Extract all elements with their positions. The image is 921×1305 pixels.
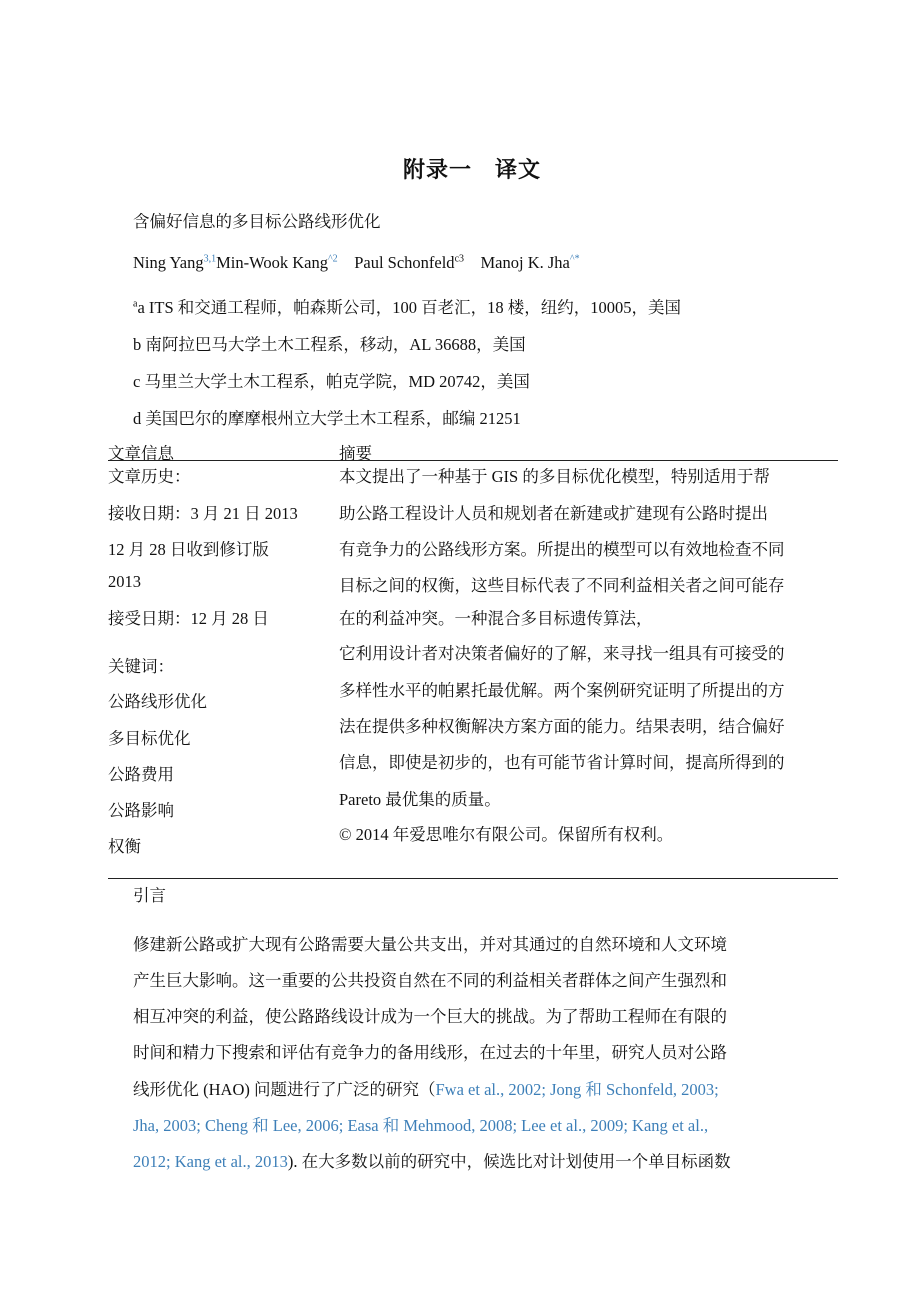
history-label: 文章历史： (108, 467, 191, 486)
keyword-item: 权衡 (108, 837, 141, 856)
received-date: 接收日期：3 月 21 日 2013 (108, 504, 298, 523)
keyword-item: 多目标优化 (108, 729, 191, 748)
intro-line: 产生巨大影响。这一重要的公共投资自然在不同的利益相关者群体之间产生强烈和 (133, 971, 727, 990)
section-divider (108, 878, 838, 879)
article-title: 含偏好信息的多目标公路线形优化 (133, 212, 381, 231)
abstract-line: 在的利益冲突。一种混合多目标遗传算法， (339, 609, 653, 628)
abstract-line: Pareto 最优集的质量。 (339, 790, 501, 809)
intro-heading: 引言 (133, 886, 166, 905)
author-name: Paul Schonfeld (354, 253, 455, 272)
abstract-line: 多样性水平的帕累托最优解。两个案例研究证明了所提出的方 (339, 681, 785, 700)
copyright-line: © 2014 年爱思唯尔有限公司。保留所有权利。 (339, 825, 674, 844)
intro-line: 相互冲突的利益，使公路路线设计成为一个巨大的挑战。为了帮助工程师在有限的 (133, 1007, 727, 1026)
affiliation-a (133, 294, 681, 318)
affiliation-c: c 马里兰大学土木工程系，帕克学院，MD 20742，美国 (133, 372, 530, 391)
keyword-item: 公路线形优化 (108, 692, 207, 711)
keyword-item: 公路费用 (108, 765, 174, 784)
author-name: Ning Yang (133, 253, 204, 272)
abstract-header: 摘要 (339, 444, 372, 463)
abstract-line: 法在提供多种权衡解决方案方面的能力。结果表明，结合偏好 (339, 717, 785, 736)
citation-link[interactable]: Fwa et al., 2002; Jong 和 Schonfeld, 2003; (435, 1080, 719, 1099)
article-info-header: 文章信息 (108, 444, 174, 463)
abstract-line: 有竞争力的公路线形方案。所提出的模型可以有效地检查不同 (339, 540, 785, 559)
header-divider (108, 460, 838, 461)
page-title: 附录一 译文 (403, 157, 542, 182)
intro-line (133, 1076, 719, 1100)
abstract-line: 信息，即使是初步的，也有可能节省计算时间，提高所得到的 (339, 753, 785, 772)
accepted-date: 接受日期：12 月 28 日 (108, 609, 269, 628)
abstract-line: 目标之间的权衡，这些目标代表了不同利益相关者之间可能存 (339, 576, 785, 595)
revised-year: 2013 (108, 572, 141, 591)
intro-text: 线形优化 (HAO) 问题进行了广泛的研究（ (133, 1080, 436, 1099)
citation-link[interactable]: Jha, 2003; Cheng 和 Lee, 2006; Easa 和 Mehmood, 2008; Lee et al., 2009; Kang et al., (133, 1116, 709, 1135)
affiliation-b: b 南阿拉巴马大学土木工程系，移动，AL 36688，美国 (133, 335, 526, 354)
author-sup: c3 (454, 253, 465, 265)
revised-date: 12 月 28 日收到修订版 (108, 540, 269, 559)
affiliation-mark: a (133, 298, 138, 310)
abstract-line: 本文提出了一种基于 GIS 的多目标优化模型，特别适用于帮 (339, 467, 770, 486)
affiliation-text: a ITS 和交通工程师，帕森斯公司，100 百老汇，18 楼，纽约，10005，美国 (137, 298, 682, 317)
intro-line: 修建新公路或扩大现有公路需要大量公共支出，并对其通过的自然环境和人文环境 (133, 935, 727, 954)
intro-line (133, 1148, 731, 1172)
intro-line: 时间和精力下搜索和评估有竞争力的备用线形，在过去的十年里，研究人员对公路 (133, 1043, 727, 1062)
author-sup: 3,1 (203, 253, 217, 265)
abstract-line: 它利用设计者对决策者偏好的了解，来寻找一组具有可接受的 (339, 644, 785, 663)
author-sup: ^2 (327, 253, 338, 265)
citation-link[interactable]: 2012; Kang et al., 2013 (133, 1152, 288, 1171)
author-sup: ^* (569, 253, 580, 265)
keywords-label: 关键词： (108, 657, 174, 676)
affiliation-d: d 美国巴尔的摩摩根州立大学土木工程系，邮编 21251 (133, 409, 521, 428)
intro-text: ). 在大多数以前的研究中，候选比对计划使用一个单目标函数 (287, 1152, 731, 1171)
abstract-line: 助公路工程设计人员和规划者在新建或扩建现有公路时提出 (339, 504, 768, 523)
author-list (133, 253, 580, 273)
author-name: Min-Wook Kang (216, 253, 328, 272)
author-name: Manoj K. Jha (480, 253, 570, 272)
keyword-item: 公路影响 (108, 801, 174, 820)
